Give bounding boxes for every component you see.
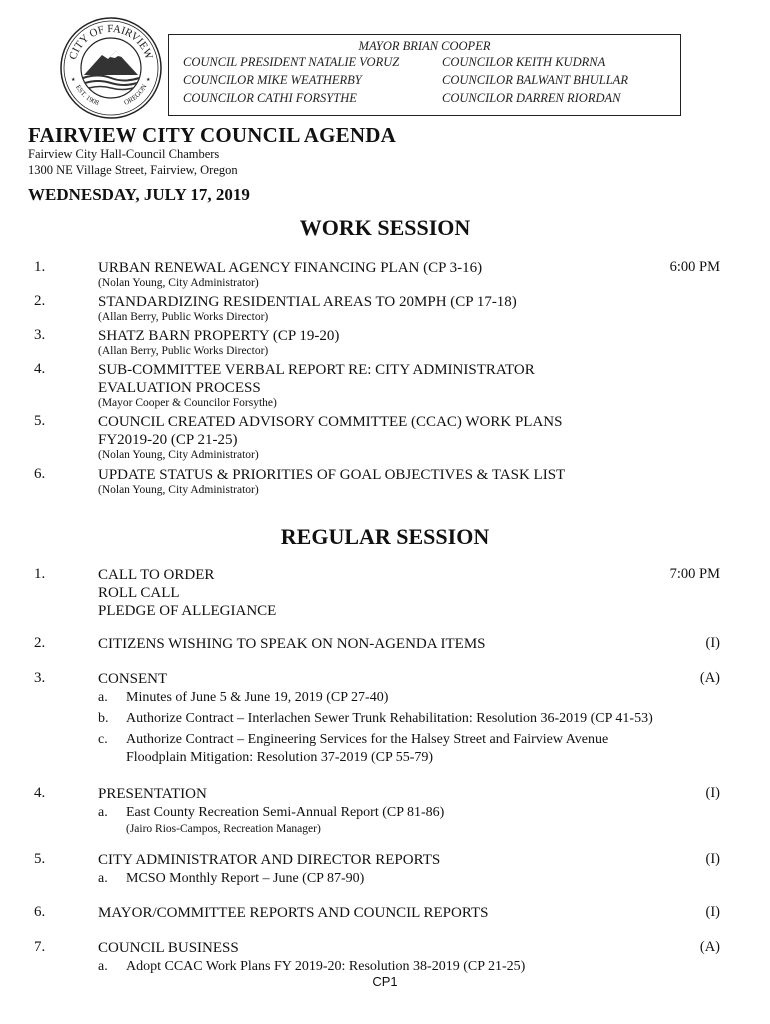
item-title: CONSENT (98, 671, 168, 687)
item-title: SHATZ BARN PROPERTY (CP 19-20) (98, 328, 340, 344)
sub-item (98, 689, 388, 707)
action-code: (I) (705, 785, 720, 801)
item-title: MAYOR/COMMITTEE REPORTS AND COUNCIL REPORTS (98, 905, 489, 921)
item-title: URBAN RENEWAL AGENCY FINANCING PLAN (CP 3-16) (98, 260, 483, 276)
sub-letter: a. (98, 690, 108, 705)
council-member: COUNCILOR MIKE WEATHERBY (183, 73, 362, 87)
item-title: STANDARDIZING RESIDENTIAL AREAS TO 20MPH (CP 17-18) (98, 294, 517, 310)
council-member: COUNCILOR KEITH KUDRNA (442, 55, 606, 69)
regular-session-heading: REGULAR SESSION (280, 524, 490, 549)
agenda-title: FAIRVIEW CITY COUNCIL AGENDA (28, 123, 396, 147)
item-title: CALL TO ORDER (98, 567, 215, 583)
council-member: COUNCIL PRESIDENT NATALIE VORUZ (183, 55, 400, 69)
session-time: 7:00 PM (669, 566, 720, 582)
item-presenter: (Allan Berry, Public Works Director) (98, 345, 269, 357)
location-line: Fairview City Hall-Council Chambers (28, 147, 220, 161)
action-code: (I) (705, 904, 720, 920)
page-number: CP1 (372, 974, 398, 989)
sub-text: East County Recreation Semi-Annual Report (CP 81-86) (126, 805, 445, 820)
council-member: COUNCILOR DARREN RIORDAN (442, 91, 621, 105)
seal-top-text: CITY OF FAIRVIEW (67, 22, 155, 62)
sub-item (98, 731, 608, 749)
sub-text: Authorize Contract – Engineering Services for the Halsey Street and Fairview Avenue (126, 732, 609, 747)
sub-text: Minutes of June 5 & June 19, 2019 (CP 27-40) (126, 690, 389, 705)
item-title: CITIZENS WISHING TO SPEAK ON NON-AGENDA ITEMS (98, 636, 486, 652)
sub-item (98, 870, 364, 888)
work-session-heading: WORK SESSION (299, 215, 471, 240)
item-presenter: (Nolan Young, City Administrator) (98, 449, 259, 461)
svg-text:★: ★ (146, 78, 151, 83)
item-title-cont: FY2019-20 (CP 21-25) (98, 432, 238, 448)
seal-est-text: EST. 1908 (73, 83, 100, 108)
item-number: 3. (34, 327, 46, 343)
action-code: (I) (705, 851, 720, 867)
item-title: CITY ADMINISTRATOR AND DIRECTOR REPORTS (98, 852, 441, 868)
item-presenter: (Mayor Cooper & Councilor Forsythe) (98, 397, 277, 409)
sub-text: Authorize Contract – Interlachen Sewer Trunk Rehabilitation: Resolution 36-2019 (CP 41-53) (126, 711, 653, 726)
mountain-icon (83, 51, 139, 90)
item-number: 6. (34, 466, 46, 482)
address-line: 1300 NE Village Street, Fairview, Oregon (28, 163, 238, 177)
item-number: 4. (34, 785, 46, 801)
item-title: PRESENTATION (98, 786, 207, 802)
session-time: 6:00 PM (669, 259, 720, 275)
item-title: UPDATE STATUS & PRIORITIES OF GOAL OBJECTIVES & TASK LIST (98, 467, 566, 483)
item-title: SUB-COMMITTEE VERBAL REPORT RE: CITY ADMINISTRATOR (98, 362, 535, 378)
sub-letter: c. (98, 732, 108, 747)
item-number: 1. (34, 259, 46, 275)
sub-letter: b. (98, 711, 109, 726)
item-number: 5. (34, 413, 46, 429)
item-title-cont: EVALUATION PROCESS (98, 380, 261, 396)
action-code: (A) (699, 939, 720, 955)
item-presenter: (Nolan Young, City Administrator) (98, 484, 259, 496)
item-number: 2. (34, 635, 46, 651)
seal-state-text: OREGON (122, 82, 149, 107)
city-seal-logo (58, 15, 164, 121)
sub-text: Adopt CCAC Work Plans FY 2019-20: Resolution 38-2019 (CP 21-25) (126, 959, 526, 974)
item-number: 1. (34, 566, 46, 582)
sub-text: MCSO Monthly Report – June (CP 87-90) (126, 871, 365, 886)
sub-text-cont: Floodplain Mitigation: Resolution 37-2019 (CP 55-79) (126, 750, 434, 765)
action-code: (I) (705, 635, 720, 651)
item-number: 4. (34, 361, 46, 377)
item-title: PLEDGE OF ALLEGIANCE (98, 603, 277, 619)
action-code: (A) (699, 670, 720, 686)
item-title: COUNCIL CREATED ADVISORY COMMITTEE (CCAC) WORK PLANS (98, 414, 563, 430)
item-number: 5. (34, 851, 46, 867)
sub-letter: a. (98, 959, 108, 974)
meeting-date: WEDNESDAY, JULY 17, 2019 (28, 185, 250, 204)
council-member: COUNCILOR CATHI FORSYTHE (183, 91, 357, 105)
svg-text:OREGON (123, 83, 149, 107)
svg-text:★: ★ (71, 78, 76, 83)
sub-item (98, 804, 444, 822)
council-members-box (168, 34, 681, 116)
mayor-name: MAYOR BRIAN COOPER (358, 39, 491, 53)
sub-letter: a. (98, 805, 108, 820)
item-number: 7. (34, 939, 46, 955)
item-presenter: (Nolan Young, City Administrator) (98, 277, 259, 289)
item-number: 6. (34, 904, 46, 920)
sub-item (98, 710, 653, 728)
item-number: 2. (34, 293, 46, 309)
item-number: 3. (34, 670, 46, 686)
council-member: COUNCILOR BALWANT BHULLAR (442, 73, 628, 87)
item-title: COUNCIL BUSINESS (98, 940, 239, 956)
sub-letter: a. (98, 871, 108, 886)
item-title: ROLL CALL (98, 585, 180, 601)
sub-presenter: (Jairo Rios-Campos, Recreation Manager) (126, 823, 321, 835)
item-presenter: (Allan Berry, Public Works Director) (98, 311, 269, 323)
